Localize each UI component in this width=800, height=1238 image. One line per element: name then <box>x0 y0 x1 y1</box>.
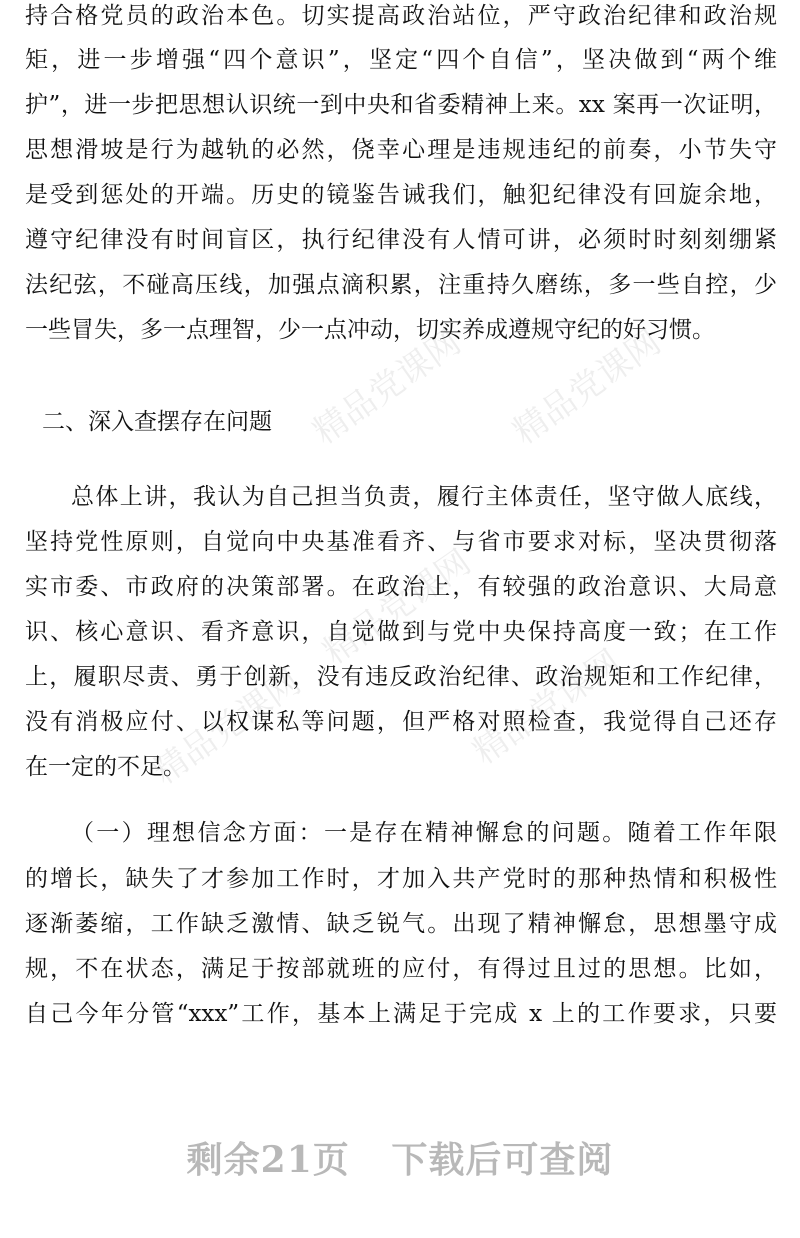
paragraph-line: 法纪弦，不碰高压线，加强点滴积累，注重持久磨练，多一些自控，少 <box>25 272 777 298</box>
paragraph-line: 上，履职尽责、勇于创新，没有违反政治纪律、政治规矩和工作纪律， <box>25 664 777 690</box>
watermark: 精品党课网 <box>505 322 669 453</box>
watermark: 精品党课网 <box>315 542 479 673</box>
paragraph-line: 一些冒失，多一点理智，少一点冲动，切实养成遵规守纪的好习惯。 <box>25 317 715 343</box>
paragraph-line: 规，不在状态，满足于按部就班的应付，有得过且过的思想。比如， <box>25 956 777 982</box>
paragraph-line: 的增长，缺失了才参加工作时，才加入共产党时的那种热情和积极性 <box>25 866 777 892</box>
paragraph-line: 持合格党员的政治本色。切实提高政治站位，严守政治纪律和政治规 <box>25 3 777 29</box>
paragraph-line: 思想滑坡是行为越轨的必然，侥幸心理是违规违纪的前奏，小节失守 <box>25 137 777 163</box>
remaining-pages-notice[interactable] <box>0 1130 800 1190</box>
paragraph-line: 矩，进一步增强“四个意识”，坚定“四个自信”，坚决做到“两个维 <box>25 47 777 73</box>
paragraph-line: 坚持党性原则，自觉向中央基准看齐、与省市要求对标，坚决贯彻落 <box>25 529 777 555</box>
section-heading: 二、深入查摆存在问题 <box>42 409 272 435</box>
paragraph-line: 实市委、市政府的决策部署。在政治上，有较强的政治意识、大局意 <box>25 574 777 600</box>
paragraph-line: 护”，进一步把思想认识统一到中央和省委精神上来。xx 案再一次证明， <box>25 92 777 118</box>
paragraph-line: 逐渐萎缩，工作缺乏激情、缺乏锐气。出现了精神懈怠，思想墨守成 <box>25 911 777 937</box>
paragraph-line: 遵守纪律没有时间盲区，执行纪律没有人情可讲，必须时时刻刻绷紧 <box>25 227 777 253</box>
paragraph-line: 识、核心意识、看齐意识，自觉做到与党中央保持高度一致；在工作 <box>25 619 777 645</box>
paragraph-line: 自己今年分管“xxx”工作，基本上满足于完成 x 上的工作要求，只要 <box>25 1001 777 1027</box>
watermark: 精品党课网 <box>145 662 309 793</box>
paragraph-line: 没有消极应付、以权谋私等问题，但严格对照检查，我觉得自己还存 <box>25 709 777 735</box>
paragraph-line: 是受到惩处的开端。历史的镜鉴告诫我们，触犯纪律没有回旋余地， <box>25 182 777 208</box>
paragraph-line: 总体上讲，我认为自己担当负责，履行主体责任，坚守做人底线， <box>71 484 777 510</box>
paragraph-line: 在一定的不足。 <box>25 754 186 780</box>
download-hint: 下载后可查阅 <box>391 1139 614 1181</box>
paragraph-line: （一）理想信念方面：一是存在精神懈怠的问题。随着工作年限 <box>71 820 777 846</box>
watermark: 精品党课网 <box>305 322 469 453</box>
remaining-pages-count: 剩余21页 <box>186 1139 350 1181</box>
watermark: 精品党课网 <box>465 642 629 773</box>
